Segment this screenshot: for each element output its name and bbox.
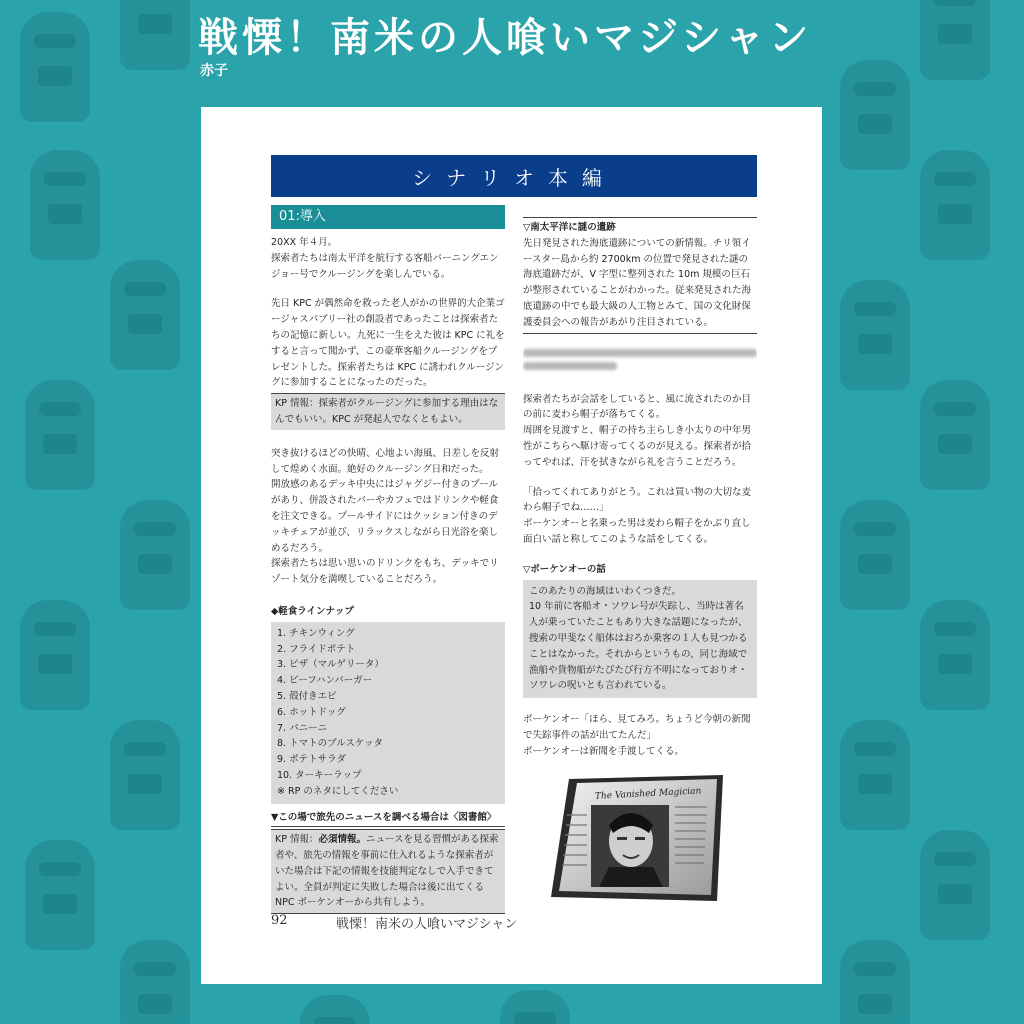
section-title: 01:導入 bbox=[271, 205, 505, 229]
menu-item: 1. チキンウィング bbox=[277, 627, 355, 639]
menu-item: ※ RP のネタにしてください bbox=[277, 785, 399, 797]
deck-paragraph: 開放感のあるデッキ中央にはジャグジー付きのプールがあり、併設されたバーやカフェではドリンクや軽食を注文できる。プールサイドにはクッション付きのデッキチェアが並び、リラックスしながら日光浴を楽しめるだろう。 bbox=[271, 479, 499, 554]
running-footer-title: 戦慄！南米の人喰いマジシャン bbox=[336, 917, 518, 932]
menu-item: 8. トマトのブルスケッタ bbox=[277, 738, 383, 750]
redacted-text bbox=[523, 344, 757, 378]
kp-note-lead: KP 情報： bbox=[275, 834, 319, 846]
menu-item: 7. パニーニ bbox=[277, 722, 328, 734]
tiki-figure-icon bbox=[20, 12, 90, 122]
tiki-figure-icon bbox=[25, 840, 95, 950]
kp-note-required: 必須情報。 bbox=[318, 834, 366, 846]
menu-item: 4. ビーフハンバーガー bbox=[277, 675, 373, 687]
news-heading: ▼この場で旅先のニュースを調べる場合は〈図書館〉 bbox=[271, 810, 505, 828]
kp-info-note: KP 情報：探索者がクルージングに参加する理由はなんでもいい。KPC が発起人でなくともよい。 bbox=[271, 393, 505, 430]
page-number: 92 bbox=[271, 913, 288, 928]
menu-heading: ◆軽食ラインナップ bbox=[271, 605, 354, 617]
menu-list bbox=[277, 626, 499, 800]
tiki-figure-icon bbox=[840, 60, 910, 170]
kp-required-note bbox=[271, 829, 505, 914]
right-column bbox=[523, 217, 757, 760]
tiki-figure-icon bbox=[120, 0, 190, 70]
book-title: 戦慄！南米の人喰いマジシャン bbox=[198, 15, 813, 61]
tiki-figure-icon bbox=[300, 995, 370, 1024]
tiki-figure-icon bbox=[25, 380, 95, 490]
tiki-figure-icon bbox=[840, 720, 910, 830]
tiki-figure-icon bbox=[500, 990, 570, 1024]
tiki-figure-icon bbox=[920, 150, 990, 260]
boukenou-quote: 「拾ってくれてありがとう。これは買い物の大切な麦わら帽子でね……」 bbox=[523, 486, 752, 514]
kp-note-body: ニュースを見る習慣がある探索者や、旅先の情報を事前に仕入れるような探索者がいた場合は下記の情報を技能判定なしで入手できてよい。全員が判定に失敗した場合は後に出てくる NPC ボーケンオーから共有しよう。 bbox=[275, 834, 499, 909]
chapter-banner: シナリオ本編 bbox=[271, 155, 757, 197]
menu-item: 10. ターキーラップ bbox=[277, 769, 362, 781]
hat-paragraph: 探索者たちが会話をしていると、風に流されたのか目の前に麦わら帽子が落ちてくる。 bbox=[523, 393, 752, 421]
tiki-figure-icon bbox=[920, 380, 990, 490]
man-paragraph: 周囲を見渡すと、帽子の持ち主らしき小太りの中年男性がこちらへ駆け寄ってくるのが見える。探索者が拾ってやれば、汗を拭きながら礼を言うことだろう。 bbox=[523, 425, 752, 468]
intro-date: 20XX 年４月。 bbox=[271, 237, 338, 248]
tiki-figure-icon bbox=[840, 500, 910, 610]
resort-paragraph: 探索者たちは思い思いのドリンクをもち、デッキでリゾート気分を満喫していることだろう。 bbox=[271, 558, 499, 586]
newspaper-headline: The Vanished Magician bbox=[594, 786, 702, 802]
ruins-text: 先日発見された海底遺跡についての新情報。チリ領イースター島から約 2700km の位置で発見された謎の海底遺跡だが、V 字型に整列された 10m 規模の巨石が整形されていることがわかった。従来発見された海底遺跡の中でも最大級の人工物とみて、国の文化財保護委員会への報告があがり注目されている。 bbox=[523, 237, 752, 328]
author-name: 赤子 bbox=[200, 63, 228, 79]
menu-item: 5. 殻付きエビ bbox=[277, 690, 337, 702]
menu-box bbox=[271, 622, 505, 804]
story-heading: ▽ボーケンオーの話 bbox=[523, 563, 606, 575]
menu-item: 6. ホットドッグ bbox=[277, 706, 346, 718]
tiki-figure-icon bbox=[20, 600, 90, 710]
newspaper-handover: ボーケンオーは新聞を手渡してくる。 bbox=[523, 745, 685, 757]
tiki-figure-icon bbox=[840, 280, 910, 390]
tiki-figure-icon bbox=[110, 260, 180, 370]
tiki-figure-icon bbox=[30, 150, 100, 260]
left-column bbox=[271, 205, 505, 916]
document-page bbox=[201, 107, 822, 984]
menu-item: 2. フライドポテト bbox=[277, 643, 356, 655]
tiki-figure-icon bbox=[920, 0, 990, 80]
intro-text: 探索者たちは南太平洋を航行する客船バーニングエンジョー号でクルージングを楽しんでいる。 bbox=[271, 252, 499, 280]
menu-item: 9. ポテトサラダ bbox=[277, 754, 346, 766]
ruins-heading: ▽南太平洋に謎の遺跡 bbox=[523, 222, 616, 233]
tiki-figure-icon bbox=[120, 500, 190, 610]
story-box: このあたりの海域はいわくつきだ。 10 年前に客船オ・ソワレ号が失踪し、当時は著名人が乗っていたこともあり大きな話題になったが、捜索の甲斐なく船体はおろか乗客の１人も見つかることはなかった。それからというもの、同じ海域で漁船や貨物船がたびたび行方不明になっておりオ・ソワレの呪いとも言われている。 bbox=[523, 580, 757, 699]
ruins-news-block bbox=[523, 217, 757, 334]
weather-paragraph: 突き抜けるほどの快晴、心地よい海風、日差しを反射して煌めく水面。絶好のクルージング日和だった。 bbox=[271, 447, 500, 475]
backstory-paragraph: 先日 KPC が偶然命を救った老人がかの世界的大企業ゴージャスパブリー社の創設者であったことは探索者たちの記憶に新しい。九死に一生をえた彼は KPC に礼をすると言って聞かず、この豪華客船クルージングをプレゼントした。探索者たちは KPC に誘われクルージングに参加することになったのだった。 bbox=[271, 298, 505, 389]
menu-item: 3. ピザ（マルゲリータ） bbox=[277, 659, 384, 671]
tiki-figure-icon bbox=[110, 720, 180, 830]
newspaper-illustration bbox=[551, 775, 723, 901]
newspaper-dialogue: ボーケンオー「ほら、見てみろ。ちょうど今朝の新聞で失踪事件の話が出てたんだ」 bbox=[523, 714, 751, 741]
boukenou-intro: ボーケンオーと名乗った男は麦わら帽子をかぶり直し面白い話と称してこのような話をしてくる。 bbox=[523, 518, 751, 545]
tiki-figure-icon bbox=[920, 600, 990, 710]
tiki-figure-icon bbox=[120, 940, 190, 1024]
tiki-figure-icon bbox=[920, 830, 990, 940]
tiki-figure-icon bbox=[840, 940, 910, 1024]
